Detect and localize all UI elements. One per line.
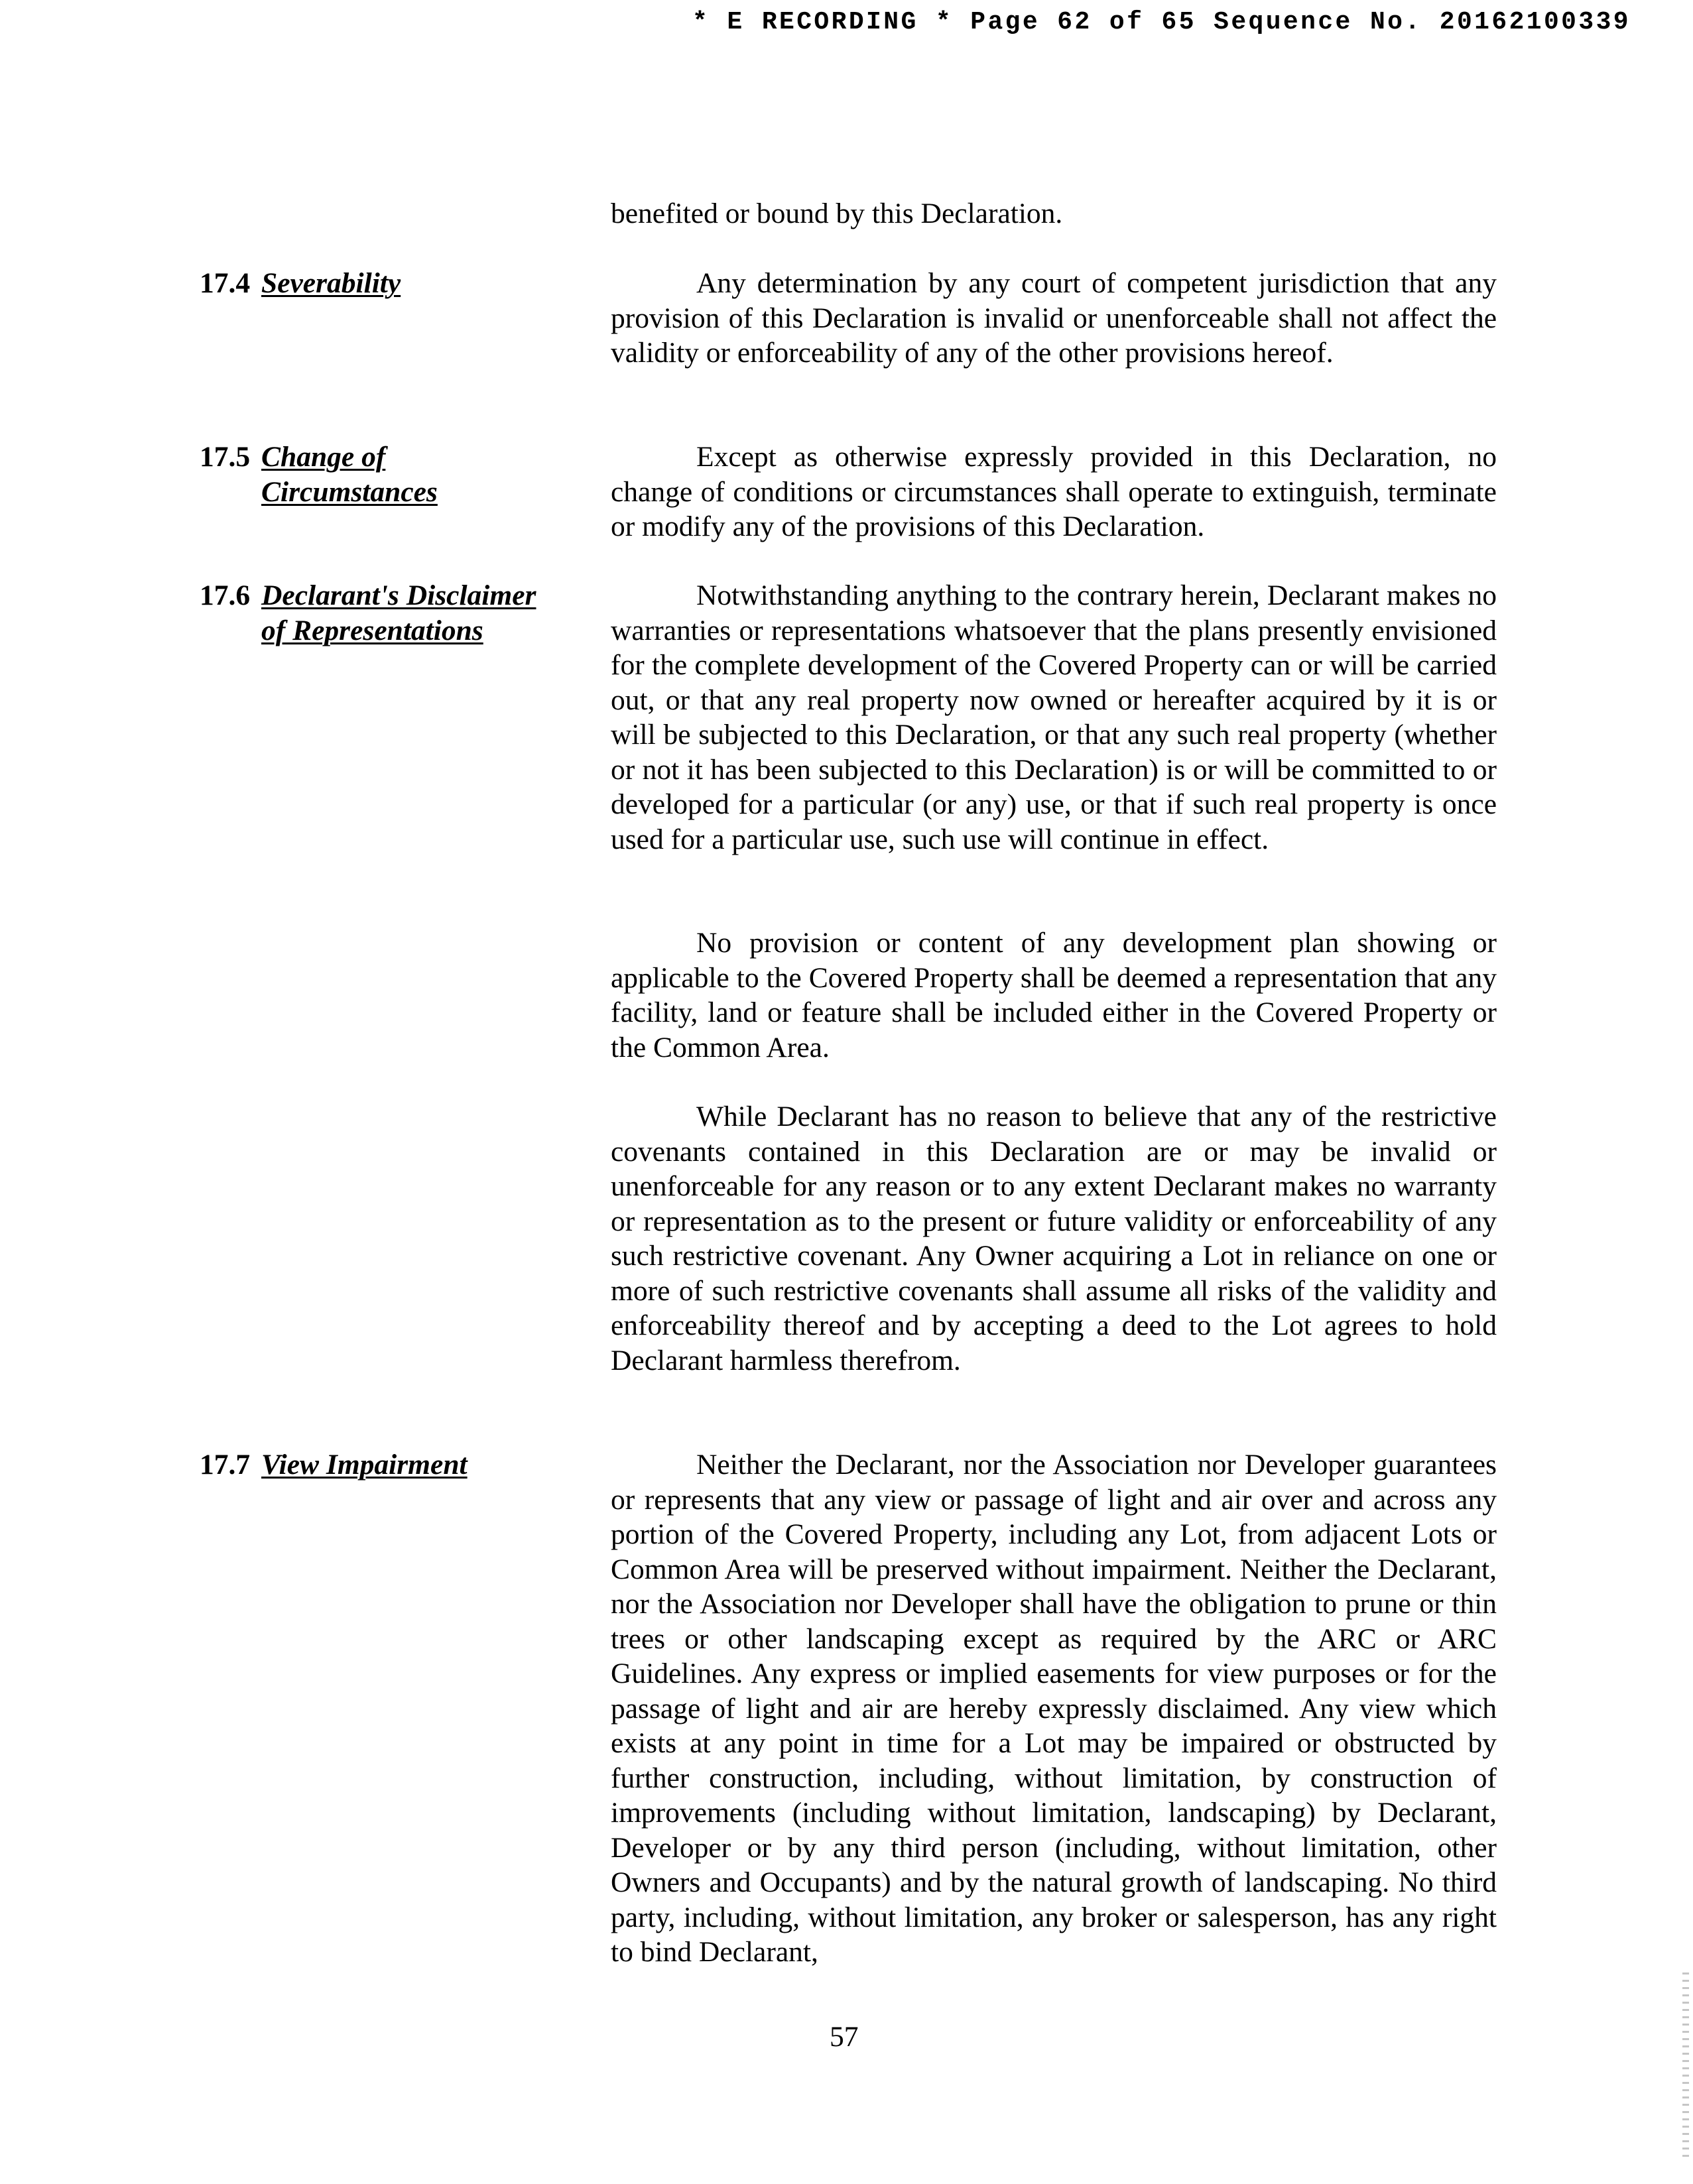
section-heading-17-5 — [200, 440, 438, 509]
section-number: 17.7 — [200, 1449, 251, 1481]
page-number: 57 — [830, 2021, 859, 2053]
section-number: 17.4 — [200, 267, 251, 299]
paragraph-17-6-2: No provision or content of any development plan showing or applicable to the Covered Property shall be deemed a representation that any facility, land or feature shall be included either in the Covered Property or the Common Area. — [611, 927, 1497, 1063]
section-heading-17-7 — [200, 1447, 468, 1483]
recording-header: * E RECORDING * Page 62 of 65 Sequence No. 20162100339 — [692, 8, 1631, 36]
paragraph-17-4-1: Any determination by any court of competent jurisdiction that any provision of this Declaration is invalid or unenforceable shall not affect the validity or enforceability of any of the other provisions hereof. — [611, 267, 1497, 369]
section-heading-17-6 — [200, 578, 536, 648]
section-title: Change of — [261, 441, 386, 473]
section-title-line2: of Representations — [261, 614, 483, 646]
section-number: 17.6 — [200, 579, 251, 611]
section-number: 17.5 — [200, 441, 251, 473]
section-title-line2: Circumstances — [261, 475, 438, 508]
section-title: Declarant's Disclaimer — [261, 579, 536, 611]
section-title: Severability — [261, 267, 401, 299]
paragraph-17-6-1: Notwithstanding anything to the contrary herein, Declarant makes no warranties or representations whatsoever that the plans presently envisioned for the complete development of the Covered Property can or will be carried out, or that any real property now owned or hereafter acquired by it is or will be subjected to this Declaration, or that any such real property (whether or not it has been subjected to this Declaration) is or will be committed to or developed for a particular (or any) use, or that if such real property is once used for a particular use, such use will continue in effect. — [611, 579, 1497, 855]
continuation-paragraph: benefited or bound by this Declaration. — [611, 198, 1063, 229]
scan-edge-marks — [1682, 1972, 1689, 2158]
paragraph-17-6-3: While Declarant has no reason to believe that any of the restrictive covenants contained in this Declaration are or may be invalid or unenforceable for any reason or to any extent Declarant makes no warranty or representation as to the present or future validity or enforceability of any such restrictive covenant. Any Owner acquiring a Lot in reliance on one or more of such restrictive covenants shall assume all risks of the validity and enforceability thereof and by accepting a deed to the Lot agrees to hold Declarant harmless therefrom. — [611, 1101, 1497, 1376]
paragraph-17-7-1: Neither the Declarant, nor the Association nor Developer guarantees or represents that any view or passage of light and air over and across any portion of the Covered Property, including any Lot, from adjacent Lots or Common Area will be preserved without impairment. Neither the Declarant, nor the Association nor Developer shall have the obligation to prune or thin trees or other landscaping except as required by the ARC or ARC Guidelines. Any express or implied easements for view purposes or for the passage of light and air are hereby expressly disclaimed. Any view which exists at any point in time for a Lot may be impaired or obstructed by further construction, including, without limitation, by construction of improvements (including without limitation, landscaping) by Declarant, Developer or by any third person (including, without limitation, other Owners and Occupants) and by the natural growth of landscaping. No third party, including, without limitation, any broker or salesperson, has any right to bind Declarant, — [611, 1449, 1497, 1968]
paragraph-17-5-1: Except as otherwise expressly provided in this Declaration, no change of conditions or circumstances shall operate to extinguish, terminate or modify any of the provisions of this Declaration. — [611, 441, 1497, 542]
section-heading-17-4 — [200, 266, 401, 301]
section-title: View Impairment — [261, 1449, 468, 1481]
